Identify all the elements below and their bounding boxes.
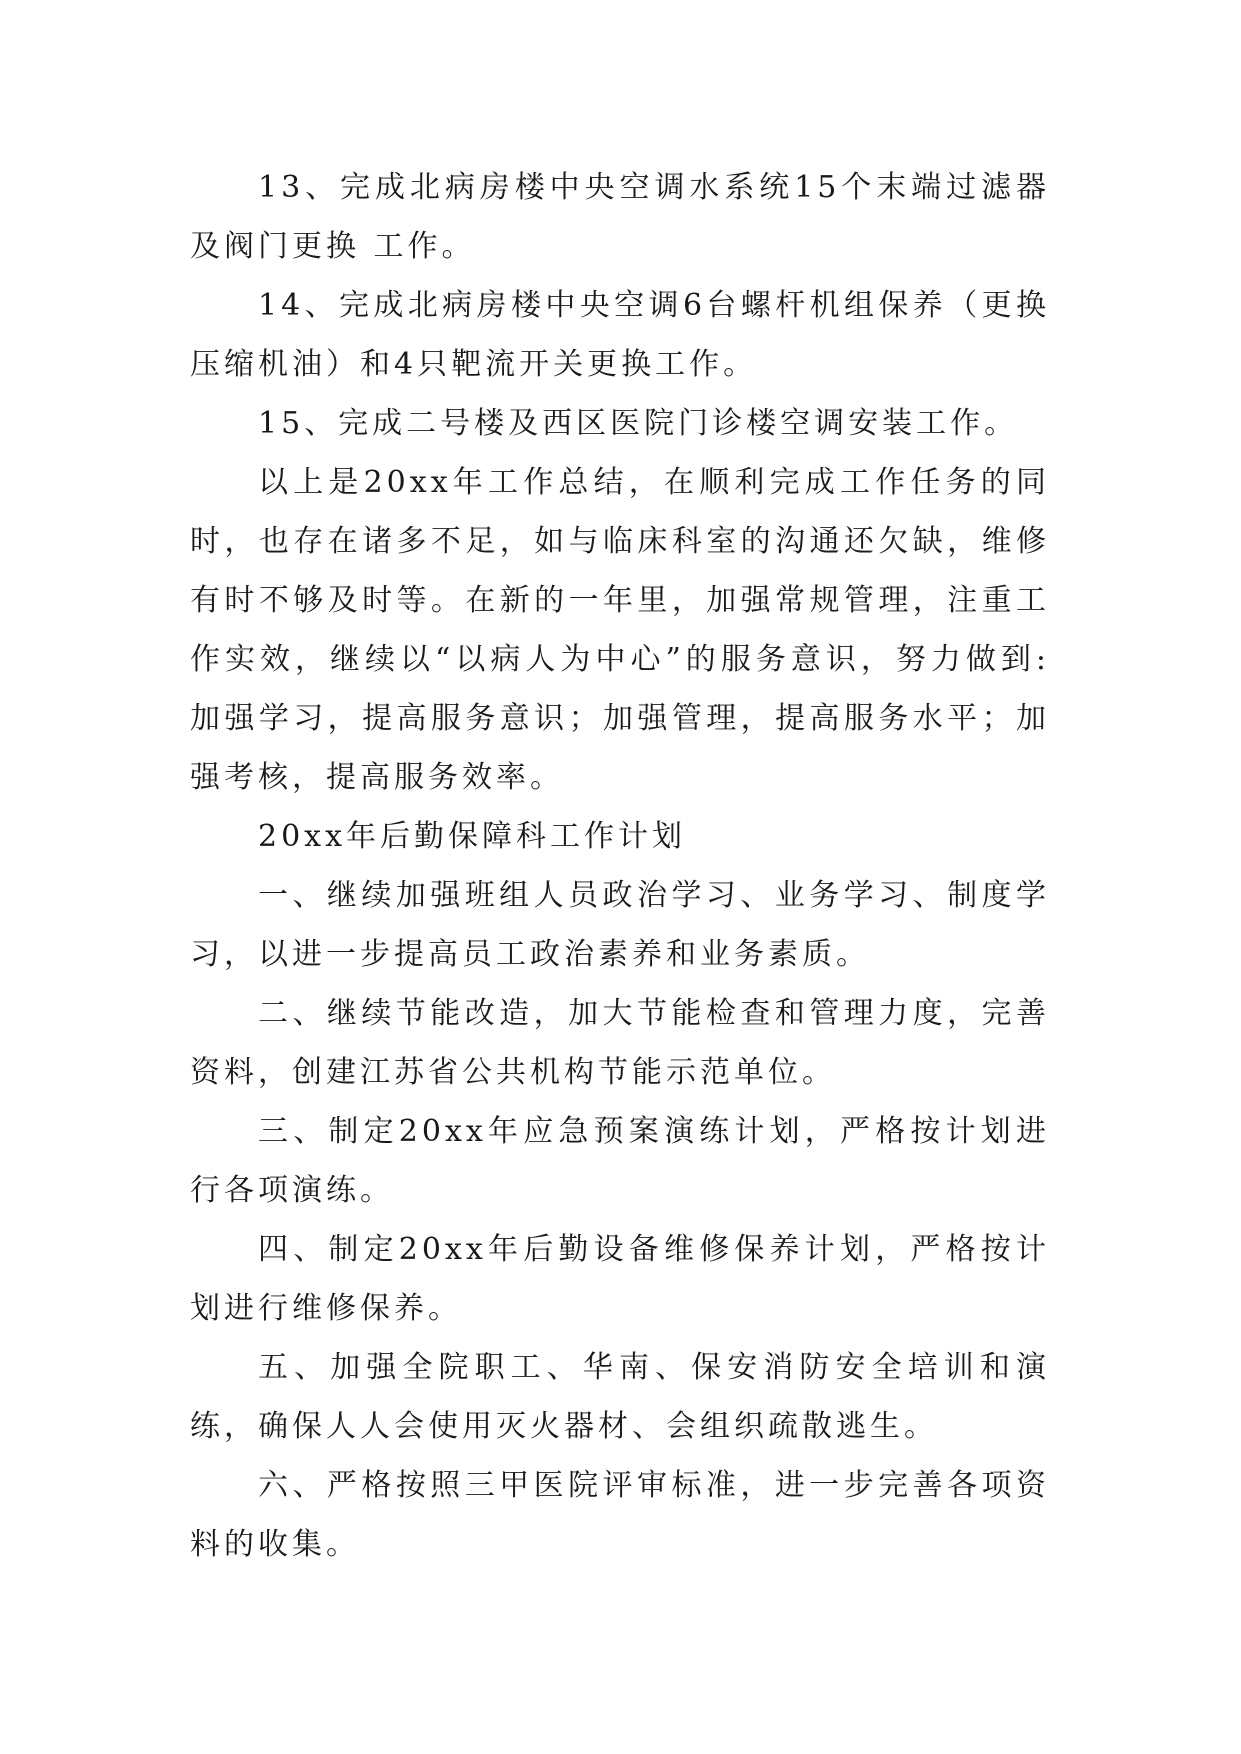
plan-item-2: 二、继续节能改造，加大节能检查和管理力度，完善资料，创建江苏省公共机构节能示范单位。: [190, 996, 1050, 1090]
plan-item-3: 三、制定20xx年应急预案演练计划，严格按计划进行各项演练。: [190, 1114, 1050, 1208]
plan-item-5: 五、加强全院职工、华南、保安消防安全培训和演练，确保人人会使用灭火器材、会组织疏散逃生。: [190, 1350, 1050, 1444]
paragraph-item-13: 13、完成北病房楼中央空调水系统15个末端过滤器及阀门更换 工作。: [190, 170, 1050, 264]
plan-item-1: 一、继续加强班组人员政治学习、业务学习、制度学习，以进一步提高员工政治素养和业务素质。: [190, 878, 1050, 972]
paragraph-item-14: 14、完成北病房楼中央空调6台螺杆机组保养（更换压缩机油）和4只靶流开关更换工作。: [190, 288, 1050, 382]
paragraph-item-15: 15、完成二号楼及西区医院门诊楼空调安装工作。: [258, 406, 1019, 441]
plan-item-4: 四、制定20xx年后勤设备维修保养计划，严格按计划进行维修保养。: [190, 1232, 1050, 1326]
document-body: [190, 158, 1050, 1574]
plan-item-6: 六、严格按照三甲医院评审标准，进一步完善各项资料的收集。: [190, 1468, 1050, 1562]
summary-paragraph: 以上是20xx年工作总结，在顺利完成工作任务的同时，也存在诸多不足，如与临床科室的沟通还欠缺，维修有时不够及时等。在新的一年里，加强常规管理，注重工作实效，继续以“以病人为中心”的服务意识，努力做到:加强学习，提高服务意识；加强管理，提高服务水平；加强考核，提高服务效率。: [190, 465, 1050, 795]
plan-heading: 20xx年后勤保障科工作计划: [258, 819, 687, 854]
